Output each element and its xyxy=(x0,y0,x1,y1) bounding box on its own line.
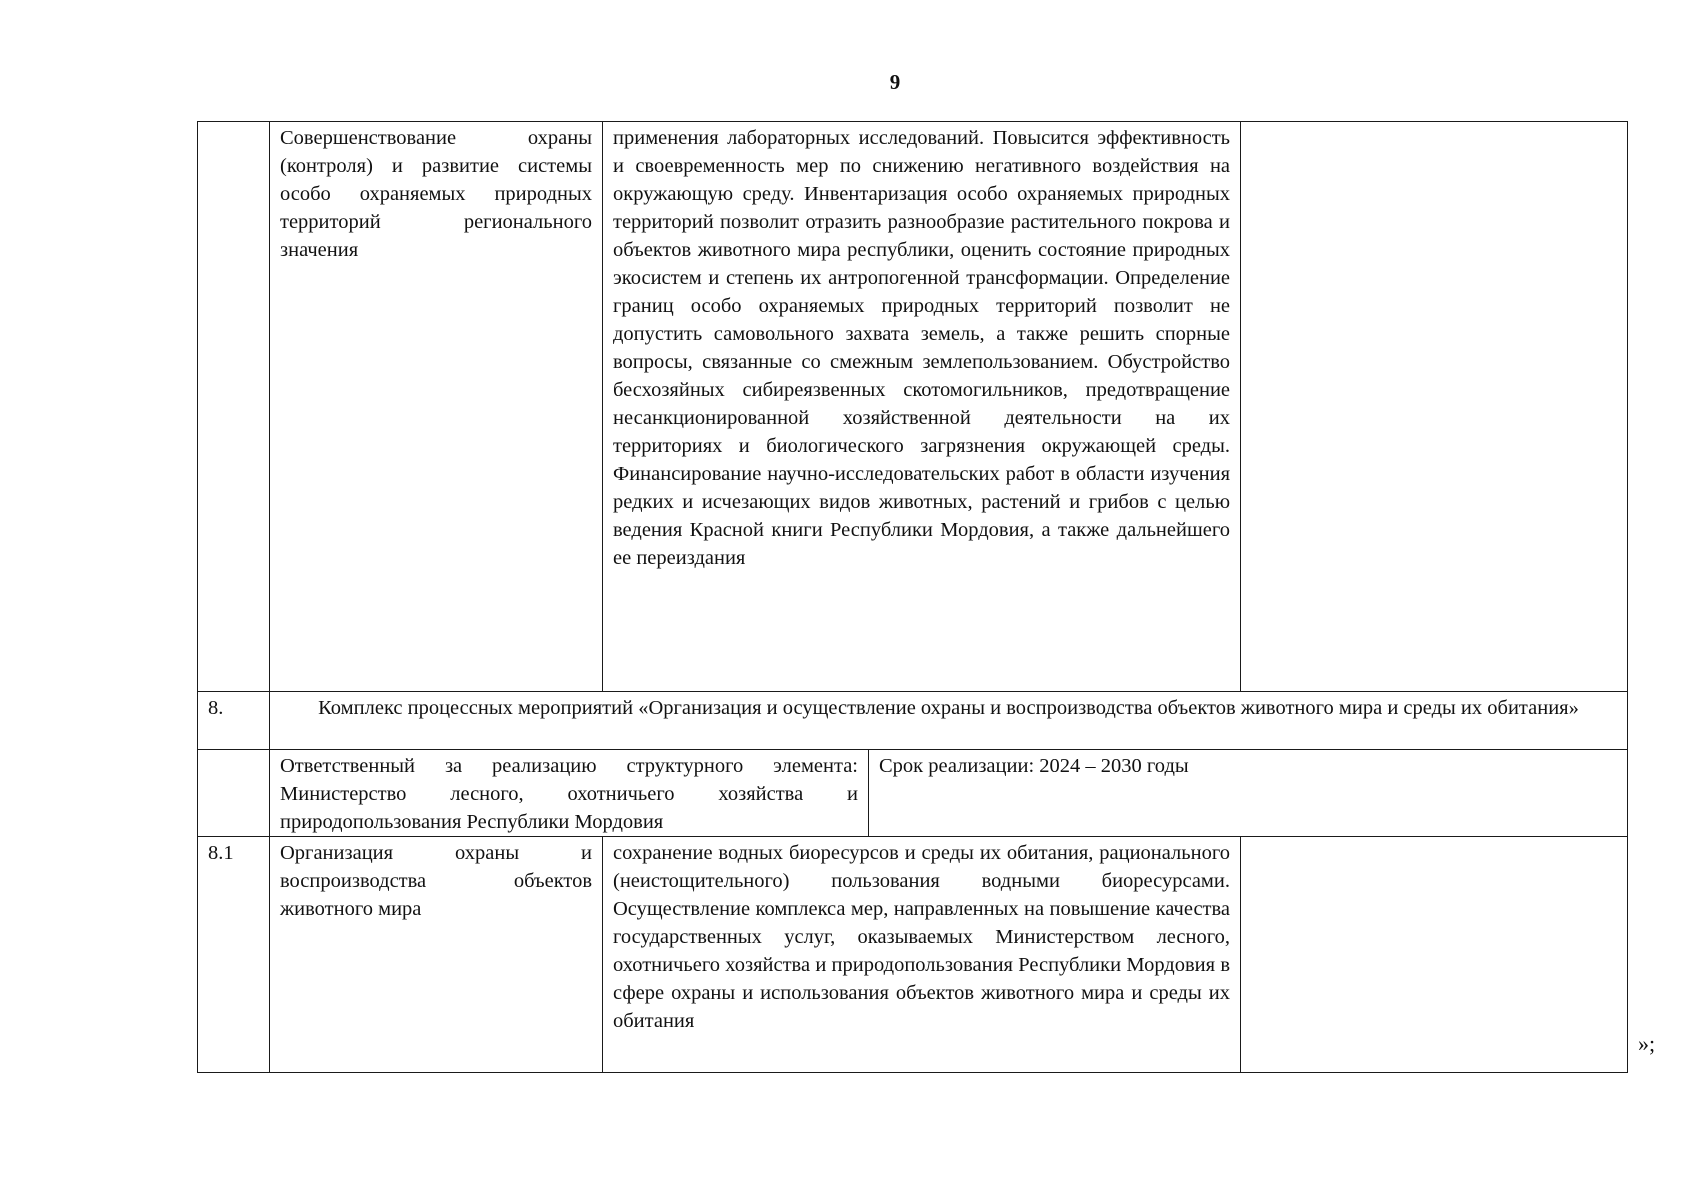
subrow-name-cell: Организация охраны и воспроизводства объектов животного мира xyxy=(270,837,603,1073)
table-row-8-1 xyxy=(198,837,1628,1073)
row-number-cell xyxy=(198,122,270,692)
extra-cell xyxy=(1241,122,1628,692)
subrow-extra-cell xyxy=(1241,837,1628,1073)
complex-number-cell: 8. xyxy=(198,692,270,750)
page-number: 9 xyxy=(889,70,901,94)
term-cell: Срок реализации: 2024 – 2030 годы xyxy=(869,750,1628,837)
table-row-complex-header xyxy=(198,692,1628,750)
empty-number-cell xyxy=(198,750,270,837)
subrow-number-cell: 8.1 xyxy=(198,837,270,1073)
table-row-continuation xyxy=(198,122,1628,692)
complex-title-cell: Комплекс процессных мероприятий «Организация и осуществление охраны и воспроизводства объектов животного мира и среды их обитания» xyxy=(270,692,1628,750)
measure-description-cell: применения лабораторных исследований. Повысится эффективность и своевременность мер по снижению негативного воздействия на окружающую среду. Инвентаризация особо охраняемых природных территорий позволит отразить разнообразие растительного покрова и объектов животного мира республики, оценить состояние природных экосистем и степень их антропогенной трансформации. Определение границ особо охраняемых природных территорий позволит не допустить самовольного захвата земель, а также решить спорные вопросы, связанные со смежным землепользованием. Обустройство бесхозяйных сибиреязвенных скотомогильников, предотвращение несанкционированной хозяйственной деятельности на их территориях и биологического загрязнения окружающей среды. Финансирование научно-исследовательских работ в области изучения редких и исчезающих видов животных, растений и грибов с целью ведения Красной книги Республики Мордовия, а также дальнейшего ее переиздания xyxy=(603,122,1241,692)
measure-name-cell: Совершенствование охраны (контроля) и развитие системы особо охраняемых природных территорий регионального значения xyxy=(270,122,603,692)
table-row-responsible xyxy=(198,750,1628,837)
closing-quote-mark: »; xyxy=(1638,1031,1656,1056)
measures-table xyxy=(197,121,1628,1073)
responsible-cell: Ответственный за реализацию структурного элемента: Министерство лесного, охотничьего хозяйства и природопользования Республики Мордовия xyxy=(270,750,869,837)
subrow-description-cell: сохранение водных биоресурсов и среды их обитания, рационального (неистощительного) пользования водными биоресурсами. Осуществление комплекса мер, направленных на повышение качества государственных услуг, оказываемых Министерством лесного, охотничьего хозяйства и природопользования Республики Мордовия в сфере охраны и использования объектов животного мира и среды их обитания xyxy=(603,837,1241,1073)
